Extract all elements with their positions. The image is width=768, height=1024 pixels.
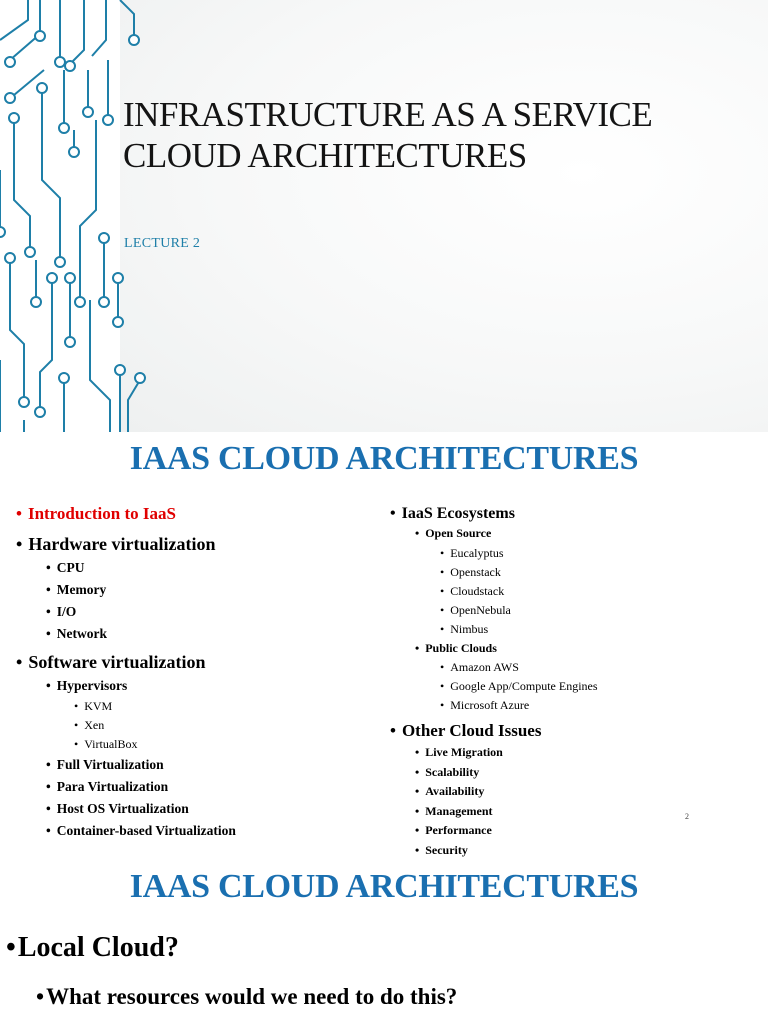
list-item: • Availability (415, 782, 598, 802)
bullet-other-issues-label: Other Cloud Issues (401, 721, 542, 740)
list-item: • Security (415, 841, 598, 861)
bullet-software (16, 651, 236, 673)
list-item: • OpenNebula (440, 601, 598, 620)
slide-title: IAAS CLOUD ARCHITECTURES (129, 440, 639, 477)
list-item: • Google App/Compute Engines (440, 677, 598, 696)
list-item: • Open Source (415, 524, 598, 544)
list-item: • Openstack (440, 563, 598, 582)
other-issues-list (415, 743, 598, 860)
bullet-software-label: Software virtualization (28, 652, 206, 672)
open-source-list (440, 544, 598, 639)
bullet-resources-label: What resources would we need to do this? (46, 984, 458, 1009)
list-item: • CPU (46, 557, 236, 579)
bullet-hardware-label: Hardware virtualization (28, 534, 216, 554)
bullet-other-issues (390, 721, 598, 741)
list-item: • Management (415, 802, 598, 822)
list-item: • I/O (46, 601, 236, 623)
bullet-intro-label: Introduction to IaaS (27, 504, 176, 523)
presentation-title: INFRASTRUCTURE AS A SERVICE CLOUD ARCHITECTURES (123, 95, 653, 175)
bullet-local-cloud-label: Local Cloud? (17, 932, 179, 963)
local-cloud-slide (0, 862, 768, 1024)
list-item: • Para Virtualization (46, 776, 236, 798)
software-list (46, 675, 236, 697)
bullet-hardware (16, 533, 236, 555)
list-item: • Microsoft Azure (440, 696, 598, 715)
slide-title: IAAS CLOUD ARCHITECTURES (129, 868, 639, 905)
title-slide (0, 0, 768, 432)
list-item: • Network (46, 623, 236, 645)
lecture-subtitle: LECTURE 2 (124, 236, 201, 251)
list-item: • Xen (74, 716, 236, 735)
list-item: • Scalability (415, 763, 598, 783)
list-item: • VirtualBox (74, 735, 236, 754)
list-item: • Eucalyptus (440, 544, 598, 563)
bullet-dot-icon: • (6, 932, 16, 963)
hypervisor-list (74, 697, 236, 754)
circuit-board-decoration-icon (0, 0, 150, 432)
list-item: • Performance (415, 821, 598, 841)
bullet-intro (16, 504, 236, 524)
hardware-list (46, 557, 236, 645)
bullet-resources-question (36, 984, 457, 1010)
topics-slide (0, 432, 768, 862)
list-item: • KVM (74, 697, 236, 716)
bullet-ecosystems (390, 504, 598, 524)
list-item: • Memory (46, 579, 236, 601)
virtualization-types-list (46, 754, 236, 842)
list-item: • Full Virtualization (46, 754, 236, 776)
left-column (16, 504, 236, 842)
bullet-dot-icon: • (36, 984, 45, 1009)
slide-background (120, 0, 768, 432)
public-clouds-list (440, 658, 598, 715)
bullet-ecosystems-label: IaaS Ecosystems (401, 505, 515, 522)
open-source-heading (415, 524, 598, 544)
list-item: • Host OS Virtualization (46, 798, 236, 820)
bullet-local-cloud (6, 932, 179, 964)
list-item: • Public Clouds (415, 639, 598, 659)
list-item: • Hypervisors (46, 675, 236, 697)
list-item: • Amazon AWS (440, 658, 598, 677)
list-item: • Live Migration (415, 743, 598, 763)
right-column (390, 504, 598, 860)
public-clouds-heading (415, 639, 598, 659)
page-number: 2 (685, 812, 689, 821)
list-item: • Container-based Virtualization (46, 820, 236, 842)
list-item: • Cloudstack (440, 582, 598, 601)
list-item: • Nimbus (440, 620, 598, 639)
